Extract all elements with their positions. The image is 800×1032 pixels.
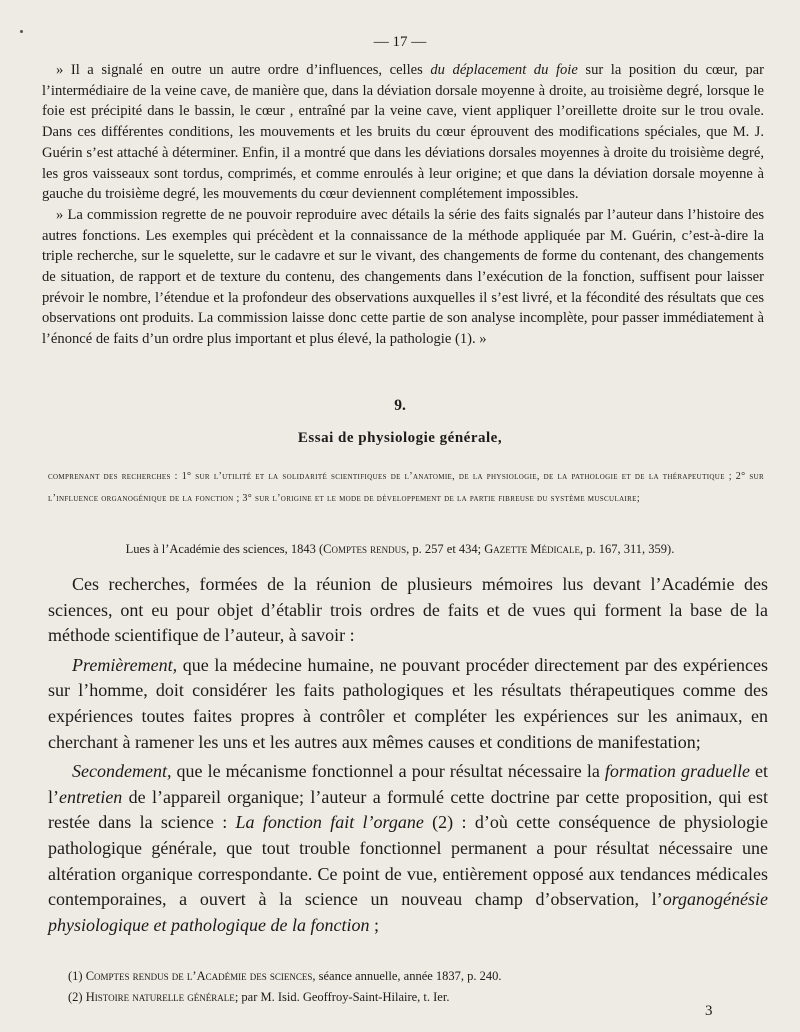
page-number: — 17 — — [373, 34, 427, 50]
paragraph-first-point: Premièrement, que la médecine humaine, ne pouvant procéder directement par des expériences sur l’homme, doit considérer les faits pathologiques et les résultats thérapeutiques comme des expériences toutes faites propres à contrôler et compléter les expériences sur les animaux, en cherchant à ramener les uns et les autres aux mêmes causes et conditions de manifestation; — [48, 654, 768, 752]
reading-note: Lues à l’Académie des sciences, 1843 (Comptes rendus, p. 257 et 434; Gazette Médicale, p. 167, 311, 359). — [125, 542, 675, 556]
signature-mark: 3 — [705, 1003, 713, 1019]
section-title: Essai de physiologie générale, — [297, 430, 503, 446]
report-excerpt — [42, 60, 764, 350]
paragraph-intro: Ces recherches, formées de la réunion de plusieurs mémoires lus devant l’Académie des sciences, ont eu pour objet d’établir trois ordres de faits et de vues qui forment la base de la méthode scientifique de l’auteur, à savoir : — [48, 574, 768, 646]
paragraph-liver-displacement: » Il a signalé en outre un autre ordre d’influences, celles du déplacement du foie sur la position du cœur, par l’intermédiaire de la veine cave, de manière que, dans la déviation dorsale moyenne à droite, au troisième degré, lorsque le foie est précipité dans le bassin, le cœur , entraîné par la veine cave, vient appliquer l’oreillette droite sur le trou ovale. Dans ces différentes conditions, les mouvements et les bruits du cœur éprouvent des modifications spéciales, que M. J. Guérin s’est attaché à déterminer. Enfin, il a montré que dans les déviations dorsales moyennes à droite du troisième degré, les gros vaisseaux sont tordus, comprimés, et comme enroulés à leur origine; et que dans la déviation dorsale moyenne à gauche du troisième degré, les mouvements du cœur deviennent complétement impossibles. — [42, 62, 764, 203]
paragraph-commission: » La commission regrette de ne pouvoir reproduire avec détails la série des faits signalés par l’auteur dans l’histoire des autres fonctions. Les exemples qui précèdent et la connaissance de la méthode appliquée par M. Guérin, c’est-à-dire la triple recherche, sur le squelette, sur le cadavre et sur le vivant, des changements de forme du contenant, des changements de situation, de rapport et de texture du contenu, des changements dans l’exécution de la fonction, suffisent pour laisser prévoir le nombre, l’étendue et la profondeur des observations auxquelles il s’est livré, et la fécondité des résultats que ces observations ont produits. La commission laisse donc cette partie de son analyse incomplète, pour passer immédiatement à l’énoncé de faits d’un ordre plus important et plus élevé, la pathologie (1). » — [42, 206, 764, 348]
footnotes — [68, 966, 758, 1008]
footnote-2: (2) Histoire naturelle générale; par M. Isid. Geoffroy-Saint-Hilaire, t. Ier. — [68, 990, 450, 1004]
section-number: 9. — [394, 397, 406, 414]
paragraph-second-point: Secondement, que le mécanisme fonctionnel a pour résultat nécessaire la formation graduelle et l’entretien de l’appareil organique; l’auteur a formulé cette doctrine par cette proposition, qui est restée dans la science : La fonction fait l’organe (2) : d’où cette conséquence de physiologie pathologique générale, que tout trouble fonctionnel permanent a pour résultat nécessaire une altération organique correspondante. Ce point de vue, entièrement opposé aux tendances médicales contemporaines, a ouvert à la science un nouveau champ d’observation, l’organogénésie physiologique et pathologique de la fonction ; — [48, 761, 769, 935]
main-text — [48, 572, 768, 942]
footnote-1: (1) Comptes rendus de l’Académie des sciences, séance annuelle, année 1837, p. 240. — [68, 969, 502, 983]
section-subtitle: comprenant des recherches : 1° sur l’utilité et la solidarité scientifiques de l’anatomie, de la physiologie, de la pathologie et de la thérapeutique ; 2° sur l’influence organogénique de la fonction ; 3° sur l’origine et le mode de développement de la partie fibreuse du système musculaire; — [48, 471, 764, 504]
ink-speck — [20, 30, 23, 33]
